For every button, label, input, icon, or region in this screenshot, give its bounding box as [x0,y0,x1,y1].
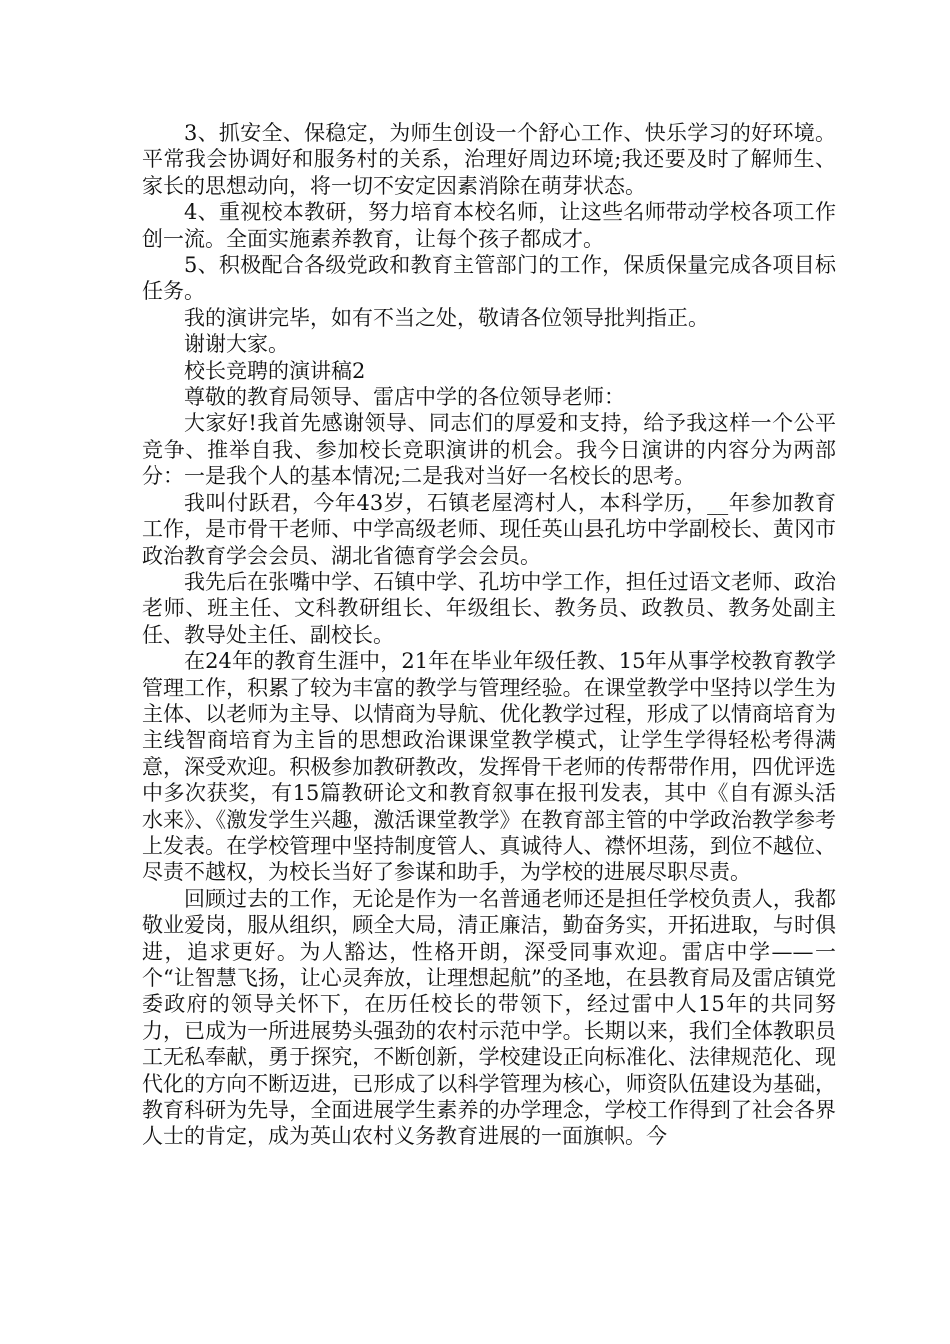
paragraph-review: 回顾过去的工作，无论是作为一名普通老师还是担任学校负责人，我都敬业爱岗，服从组织，顾全大局，清正廉洁，勤奋务实，开拓进取，与时俱进，追求更好。为人豁达，性格开朗，深受同事欢迎。雷店中学——一个“让智慧飞扬，让心灵奔放，让理想起航”的圣地，在县教育局及雷店镇党委政府的领导关怀下，在历任校长的带领下，经过雷中人15年的共同努力，已成为一所进展势头强劲的农村示范中学。长期以来，我们全体教职员工无私奉献，勇于探究，不断创新，学校建设正向标准化、法律规范化、现代化的方向不断迈进，已形成了以科学管理为核心，师资队伍建设为基础，教育科研为先导，全面进展学生素养的办学理念，学校工作得到了社会各界人士的肯定，成为英山农村义务教育进展的一面旗帜。今 [142,886,836,1149]
paragraph-self-intro: 我叫付跃君，今年43岁，石镇老屋湾村人，本科学历，__年参加教育工作，是市骨干老师、中学高级老师、现任英山县孔坊中学副校长、黄冈市政治教育学会会员、湖北省德育学会会员。 [142,490,836,568]
paragraph-thanks: 谢谢大家。 [184,332,289,357]
paragraph-experience: 在24年的教育生涯中，21年在毕业年级任教、15年从事学校教育教学管理工作，积累了较为丰富的教学与管理经验。在课堂教学中坚持以学生为主体、以老师为主导、以情商为导航、优化教学过程，形成了以情商培育为主线智商培育为主旨的思想政治课课堂教学模式，让学生学得轻松考得满意，深受欢迎。积极参加教研教改，发挥骨干老师的传帮带作用，四优评选中多次获奖，有15篇教研论文和教育叙事在报刊发表，其中《自有源头活水来》、《激发学生兴趣，激活课堂教学》在教育部主管的中学政治教学参考上发表。在学校管理中坚持制度管人、真诚待人、襟怀坦荡，到位不越位、尽责不越权，为校长当好了参谋和助手，为学校的进展尽职尽责。 [142,649,836,885]
paragraph-closing: 我的演讲完毕，如有不当之处，敬请各位领导批判指正。 [184,305,709,330]
section-heading: 校长竞聘的演讲稿2 [184,358,366,383]
paragraph-work-history: 我先后在张嘴中学、石镇中学、孔坊中学工作，担任过语文老师、政治老师、班主任、文科教研组长、年级组长、教务员、政教员、教务处副主任、教导处主任、副校长。 [142,569,836,647]
paragraph-point-5: 5、积极配合各级党政和教育主管部门的工作，保质保量完成各项目标任务。 [142,253,836,304]
paragraph-greeting: 大家好!我首先感谢领导、同志们的厚爱和支持，给予我这样一个公平竞争、推举自我、参加校长竞职演讲的机会。我今日演讲的内容分为两部分：一是我个人的基本情况;二是我对当好一名校长的思考。 [142,411,836,489]
paragraph-point-4: 4、重视校本教研，努力培育本校名师，让这些名师带动学校各项工作创一流。全面实施素养教育，让每个孩子都成才。 [142,200,836,251]
document-body [142,120,836,1150]
paragraph-salutation: 尊敬的教育局领导、雷店中学的各位领导老师： [184,385,625,410]
paragraph-point-3: 3、抓安全、保稳定，为师生创设一个舒心工作、快乐学习的好环境。平常我会协调好和服务村的关系，治理好周边环境;我还要及时了解师生、家长的思想动向，将一切不安定因素消除在萌芽状态。 [142,121,836,198]
